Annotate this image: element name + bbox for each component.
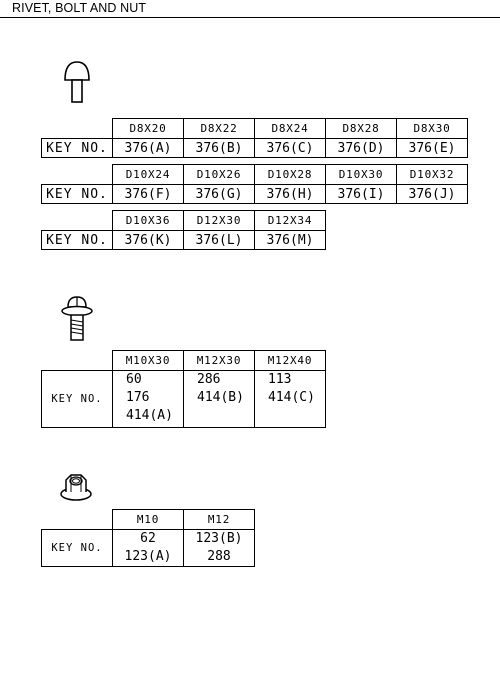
key-no-label: KEY NO. [42, 530, 113, 567]
rivet-icon [62, 58, 92, 108]
table-corner [42, 165, 113, 185]
size-header: D8X20 [113, 119, 184, 139]
key-no-label: KEY NO. [42, 139, 113, 158]
rivet-table-row-3 [41, 210, 326, 250]
size-header: D8X28 [326, 119, 397, 139]
key-no-label: KEY NO. [42, 371, 113, 428]
size-header: M12X30 [184, 351, 255, 371]
size-header: D10X28 [255, 165, 326, 185]
key-number: 288 [207, 549, 231, 564]
table-corner [42, 119, 113, 139]
size-header: D10X32 [397, 165, 468, 185]
size-header: D10X30 [326, 165, 397, 185]
bolt-table [41, 350, 326, 428]
key-no-label: KEY NO. [42, 185, 113, 204]
size-header: M10 [113, 510, 184, 530]
key-no-label: KEY NO. [42, 231, 113, 250]
key-number-cell: 376(G) [184, 185, 255, 204]
key-number: 113 [268, 372, 292, 387]
page-header [0, 0, 500, 18]
key-number-cell [184, 371, 255, 428]
key-number: 60 [126, 372, 142, 387]
key-number-cell: 376(H) [255, 185, 326, 204]
table-corner [42, 351, 113, 371]
flange-bolt-icon [57, 292, 97, 344]
key-number: 414(A) [126, 408, 173, 423]
key-number: 414(C) [268, 390, 315, 405]
size-header: M12 [184, 510, 255, 530]
rivet-table-row-2 [41, 164, 468, 204]
key-number-cell [255, 371, 326, 428]
key-number-cell [113, 530, 184, 567]
size-header: D10X36 [113, 211, 184, 231]
key-number-cell: 376(J) [397, 185, 468, 204]
size-header: D10X24 [113, 165, 184, 185]
key-number: 414(B) [197, 390, 244, 405]
key-number: 176 [126, 390, 150, 405]
key-number-cell: 376(K) [113, 231, 184, 250]
size-header: D8X22 [184, 119, 255, 139]
key-number-cell [184, 530, 255, 567]
table-corner [42, 510, 113, 530]
key-number: 123(B) [195, 531, 243, 546]
key-number: 123(A) [124, 549, 172, 564]
size-header: D8X30 [397, 119, 468, 139]
key-number-cell: 376(I) [326, 185, 397, 204]
size-header: D8X24 [255, 119, 326, 139]
size-header: D12X30 [184, 211, 255, 231]
key-number-cell: 376(B) [184, 139, 255, 158]
flange-nut-icon [58, 470, 94, 504]
key-number-cell: 376(A) [113, 139, 184, 158]
key-number-cell: 376(F) [113, 185, 184, 204]
page-title: RIVET, BOLT AND NUT [12, 1, 147, 15]
size-header: M10X30 [113, 351, 184, 371]
key-number: 286 [197, 372, 221, 387]
nut-table [41, 509, 255, 567]
rivet-table-row-1 [41, 118, 468, 158]
key-number-cell: 376(D) [326, 139, 397, 158]
key-number-cell: 376(E) [397, 139, 468, 158]
key-number-cell: 376(M) [255, 231, 326, 250]
table-corner [42, 211, 113, 231]
key-number-cell: 376(L) [184, 231, 255, 250]
key-number-cell [113, 371, 184, 428]
key-number: 62 [140, 531, 156, 546]
key-number-cell: 376(C) [255, 139, 326, 158]
size-header: D12X34 [255, 211, 326, 231]
size-header: D10X26 [184, 165, 255, 185]
size-header: M12X40 [255, 351, 326, 371]
